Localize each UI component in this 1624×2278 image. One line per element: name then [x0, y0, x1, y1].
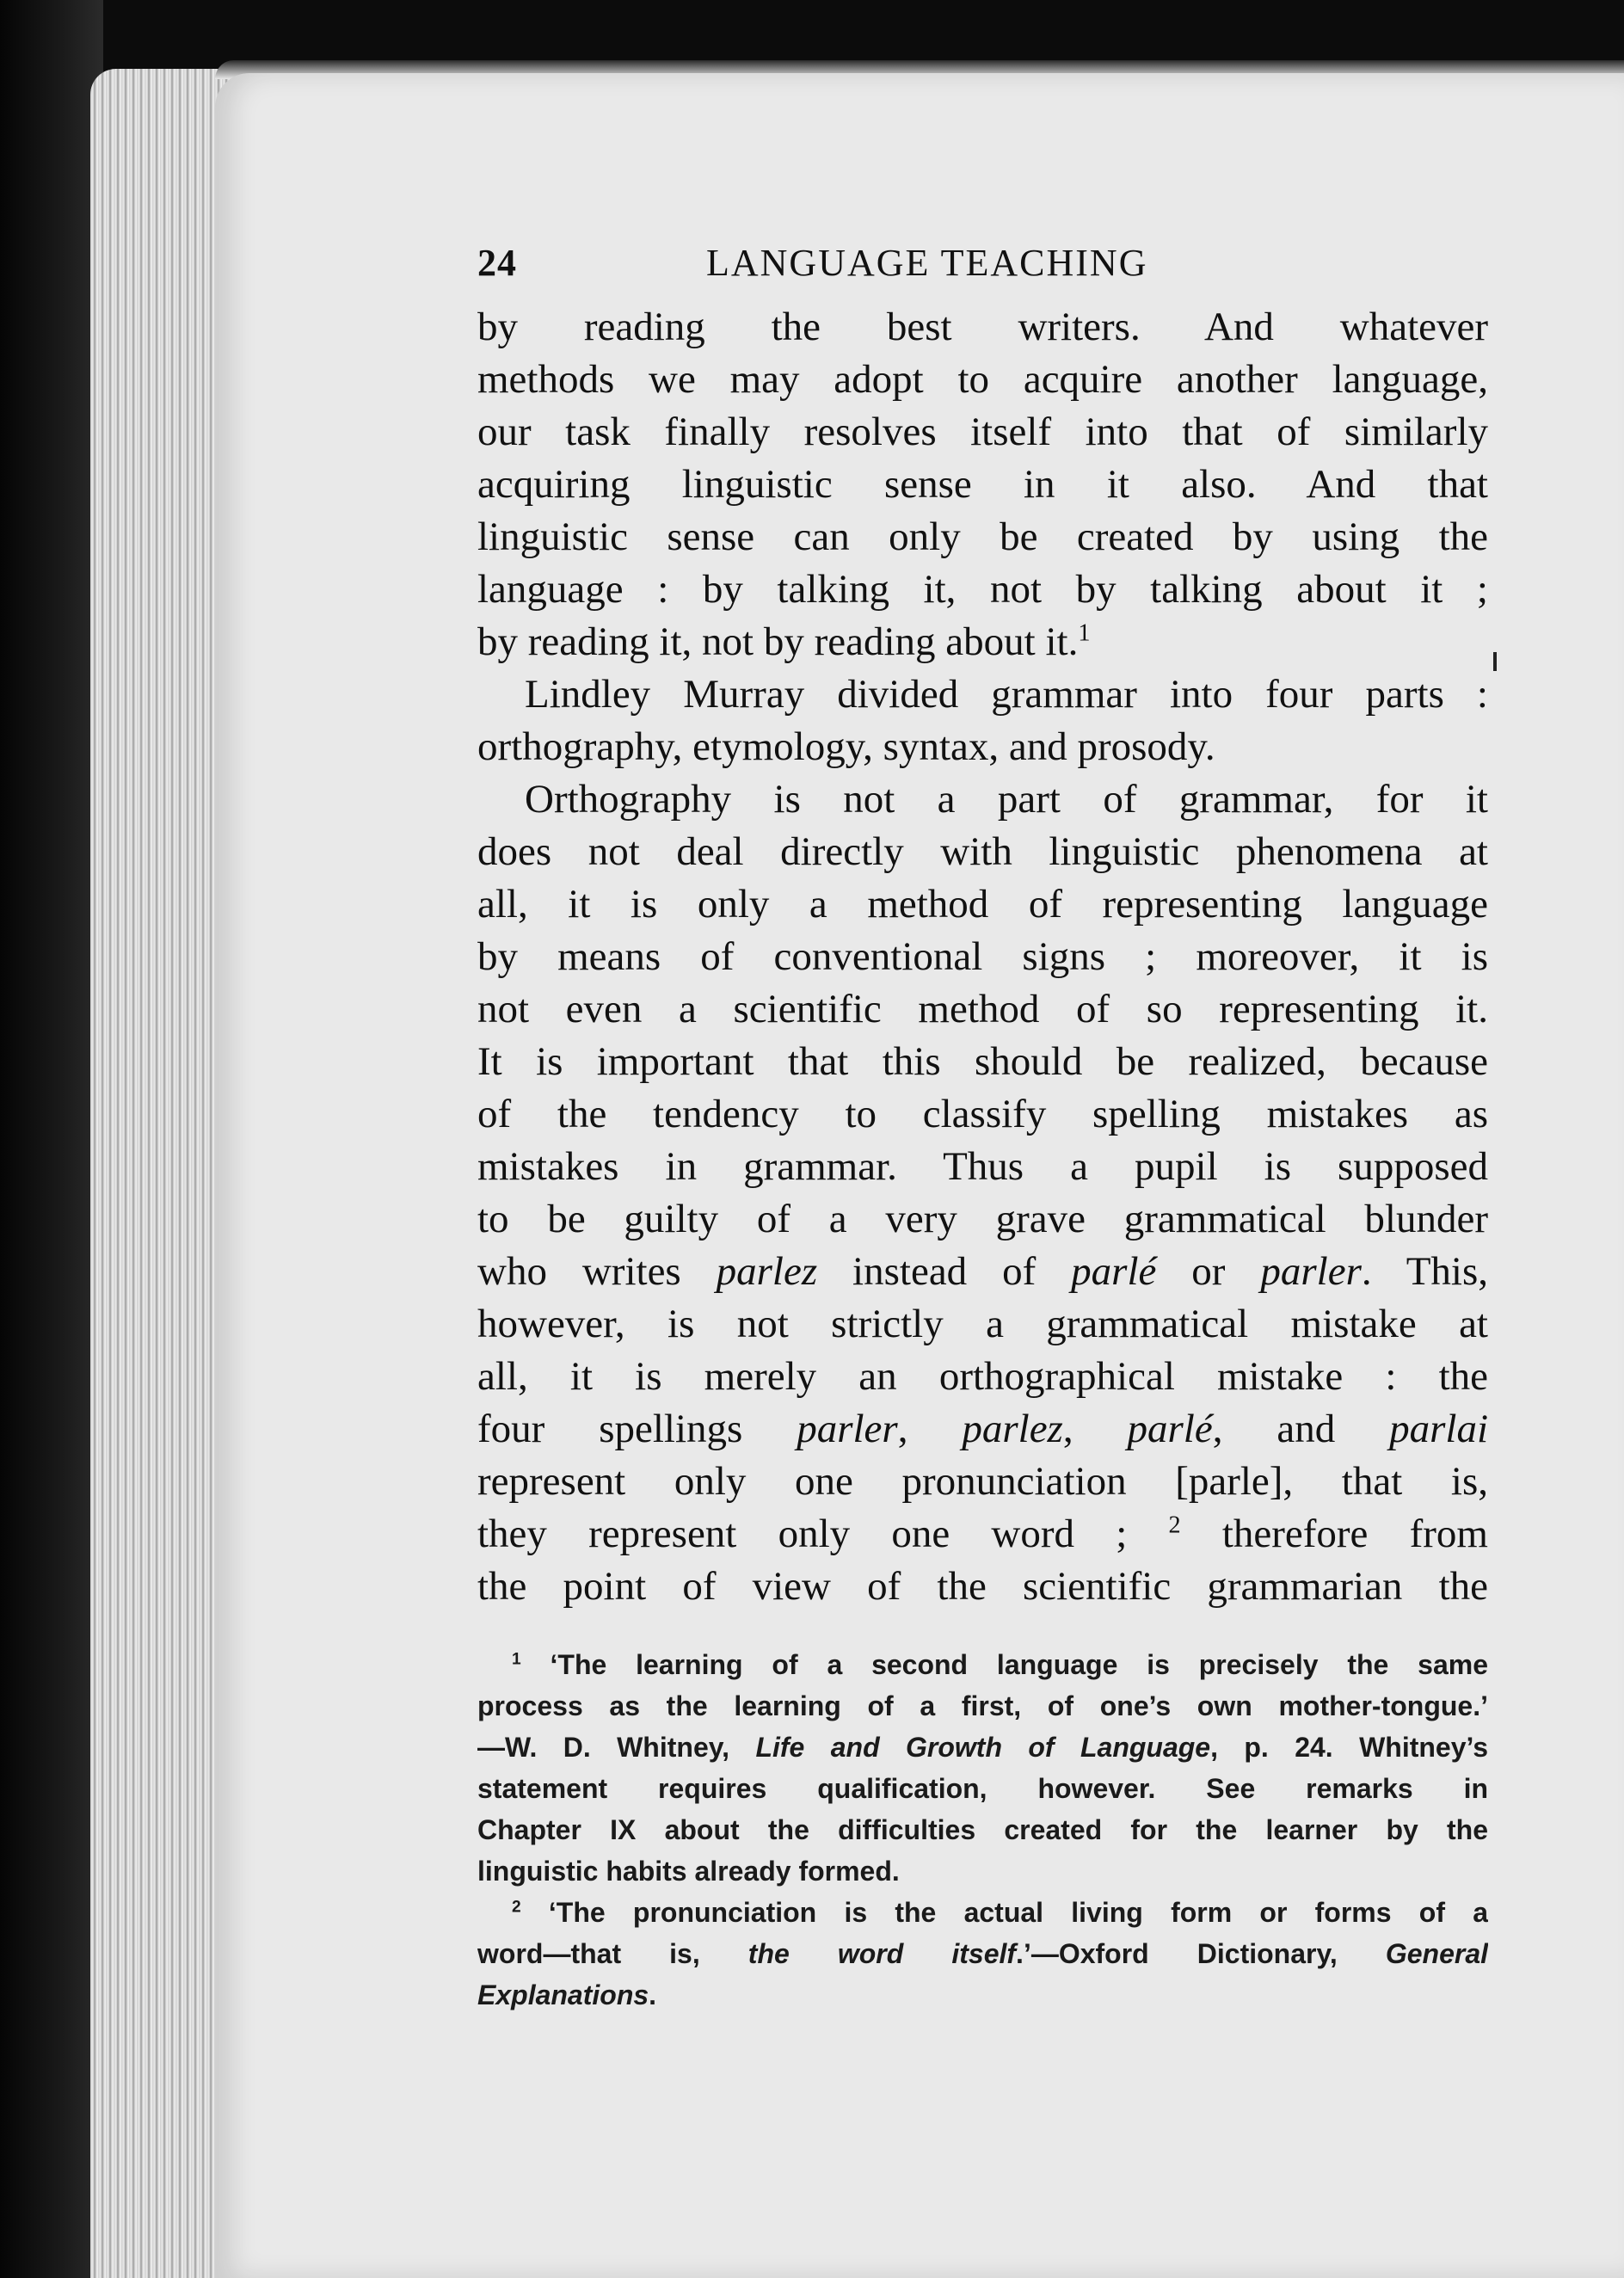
- page-number: 24: [477, 242, 517, 284]
- page-edges: [90, 69, 232, 2278]
- body-line: [477, 1193, 1488, 1246]
- footnote-text: process as the learning of a first, of one’s own mother-tongue.’: [477, 1690, 1488, 1721]
- body-text: by reading the best writers. And whatever: [477, 305, 1488, 349]
- footnote-line: [477, 1850, 1488, 1892]
- body-text: linguistic sense can only be created by using the: [477, 514, 1488, 559]
- footnote-line: [477, 1727, 1488, 1768]
- italic-text: Explanations: [477, 1979, 649, 2010]
- italic-text: parler: [797, 1407, 898, 1451]
- body-line: [477, 931, 1488, 983]
- footnote-line: [477, 1768, 1488, 1809]
- footnote-text: ‘The learning of a second language is precisely the same: [520, 1649, 1488, 1680]
- body-line: [477, 826, 1488, 878]
- body-line: [477, 459, 1488, 511]
- body-text: . This,: [1361, 1249, 1488, 1294]
- body-line: [477, 616, 1488, 668]
- footnote-line: [477, 1644, 1488, 1685]
- body-text: , and: [1212, 1407, 1390, 1451]
- footnote-line: [477, 1809, 1488, 1850]
- body-text: ,: [1062, 1407, 1128, 1451]
- body-text: our task finally resolves itself into that of similarly: [477, 409, 1488, 454]
- body-text: by reading it, not by reading about it.: [477, 619, 1079, 664]
- footnote-text: .: [649, 1979, 657, 2010]
- body-line: [477, 1561, 1488, 1613]
- body-text: Orthography is not a part of grammar, for it: [525, 777, 1488, 822]
- body-line: [477, 354, 1488, 406]
- body-line: [477, 301, 1488, 354]
- body-text: It is important that this should be realized, because: [477, 1039, 1488, 1084]
- footnote-text: word—that is,: [477, 1938, 748, 1969]
- body-text: four spellings: [477, 1407, 797, 1451]
- body-text: they represent only one word ;: [477, 1511, 1169, 1556]
- footnote-marker: 1: [1078, 619, 1091, 647]
- italic-text: General: [1385, 1938, 1488, 1969]
- italic-text: parlez: [716, 1249, 818, 1294]
- italic-text: Life and Growth of Language: [755, 1732, 1211, 1763]
- body-line: [477, 406, 1488, 459]
- body-text: methods we may adopt to acquire another language,: [477, 357, 1488, 402]
- body-line: [477, 1298, 1488, 1351]
- body-line: [477, 1088, 1488, 1141]
- body-line: [477, 1036, 1488, 1088]
- body-text: however, is not strictly a grammatical mistake at: [477, 1302, 1488, 1346]
- body-line: [477, 1403, 1488, 1456]
- footnote-text: —W. D. Whitney,: [477, 1732, 756, 1763]
- footnote-line: [477, 1685, 1488, 1727]
- body-text: mistakes in grammar. Thus a pupil is supposed: [477, 1144, 1488, 1189]
- footnote-line: [477, 1892, 1488, 1933]
- footnote-text: ‘The pronunciation is the actual living form or forms of a: [520, 1897, 1488, 1928]
- body-text: by means of conventional signs ; moreover, it is: [477, 934, 1488, 979]
- footnote-text: .’—Oxford Dictionary,: [1016, 1938, 1386, 1969]
- body-line: [477, 563, 1488, 616]
- footnote-marker: 2: [1168, 1511, 1181, 1539]
- body-line: [477, 721, 1488, 773]
- body-text: not even a scientific method of so representing it.: [477, 987, 1488, 1031]
- body-line: [477, 511, 1488, 563]
- body-text: language : by talking it, not by talking about it ;: [477, 567, 1488, 612]
- body-text: therefore from: [1180, 1511, 1488, 1556]
- footnote-text: linguistic habits already formed.: [477, 1856, 900, 1887]
- ink-mark: [1493, 652, 1497, 671]
- body-text: to be guilty of a very grave grammatical blunder: [477, 1197, 1488, 1241]
- body-text: Lindley Murray divided grammar into four parts :: [525, 672, 1488, 717]
- footnote-marker: 1: [512, 1650, 521, 1669]
- body-line: [477, 878, 1488, 931]
- running-header: [477, 241, 1488, 301]
- body-line: [477, 1508, 1488, 1561]
- body-line: [477, 773, 1488, 826]
- body-text: the point of view of the scientific grammarian the: [477, 1564, 1488, 1609]
- footnotes: [477, 1644, 1488, 2016]
- body-text: instead of: [817, 1249, 1072, 1294]
- body-text: who writes: [477, 1249, 717, 1294]
- body-line: [477, 983, 1488, 1036]
- body-text: acquiring linguistic sense in it also. And that: [477, 462, 1488, 507]
- italic-text: parler: [1260, 1249, 1362, 1294]
- body-text: ,: [897, 1407, 963, 1451]
- footnote-text: Chapter IX about the difficulties created for the learner by the: [477, 1814, 1488, 1845]
- footnote-line: [477, 1974, 1488, 2016]
- body-line: [477, 1141, 1488, 1193]
- italic-text: parlé: [1071, 1249, 1157, 1294]
- italic-text: parlé: [1127, 1407, 1213, 1451]
- body-text: all, it is only a method of representing language: [477, 882, 1488, 927]
- footnote-marker: 2: [512, 1898, 521, 1917]
- body-text: all, it is merely an orthographical mistake : the: [477, 1354, 1488, 1399]
- body-line: [477, 1456, 1488, 1508]
- body-text: [477, 301, 1488, 1613]
- running-title: LANGUAGE TEACHING: [706, 242, 1148, 284]
- italic-text: the word itself: [747, 1938, 1017, 1969]
- footnote-text: statement requires qualification, however. See remarks in: [477, 1773, 1488, 1804]
- footnote-line: [477, 1933, 1488, 1974]
- body-text: represent only one pronunciation [parle], that is,: [477, 1459, 1488, 1504]
- body-line: [477, 668, 1488, 721]
- body-line: [477, 1351, 1488, 1403]
- footnote-text: , p. 24. Whitney’s: [1210, 1732, 1488, 1763]
- italic-text: parlez: [962, 1407, 1063, 1451]
- body-text: orthography, etymology, syntax, and prosody.: [477, 724, 1215, 769]
- body-text: or: [1156, 1249, 1261, 1294]
- italic-text: parlai: [1389, 1407, 1488, 1451]
- body-text: of the tendency to classify spelling mistakes as: [477, 1092, 1488, 1136]
- body-text: does not deal directly with linguistic phenomena at: [477, 829, 1488, 874]
- body-line: [477, 1246, 1488, 1298]
- book-spine: [0, 0, 103, 2278]
- text-block: [477, 241, 1488, 2016]
